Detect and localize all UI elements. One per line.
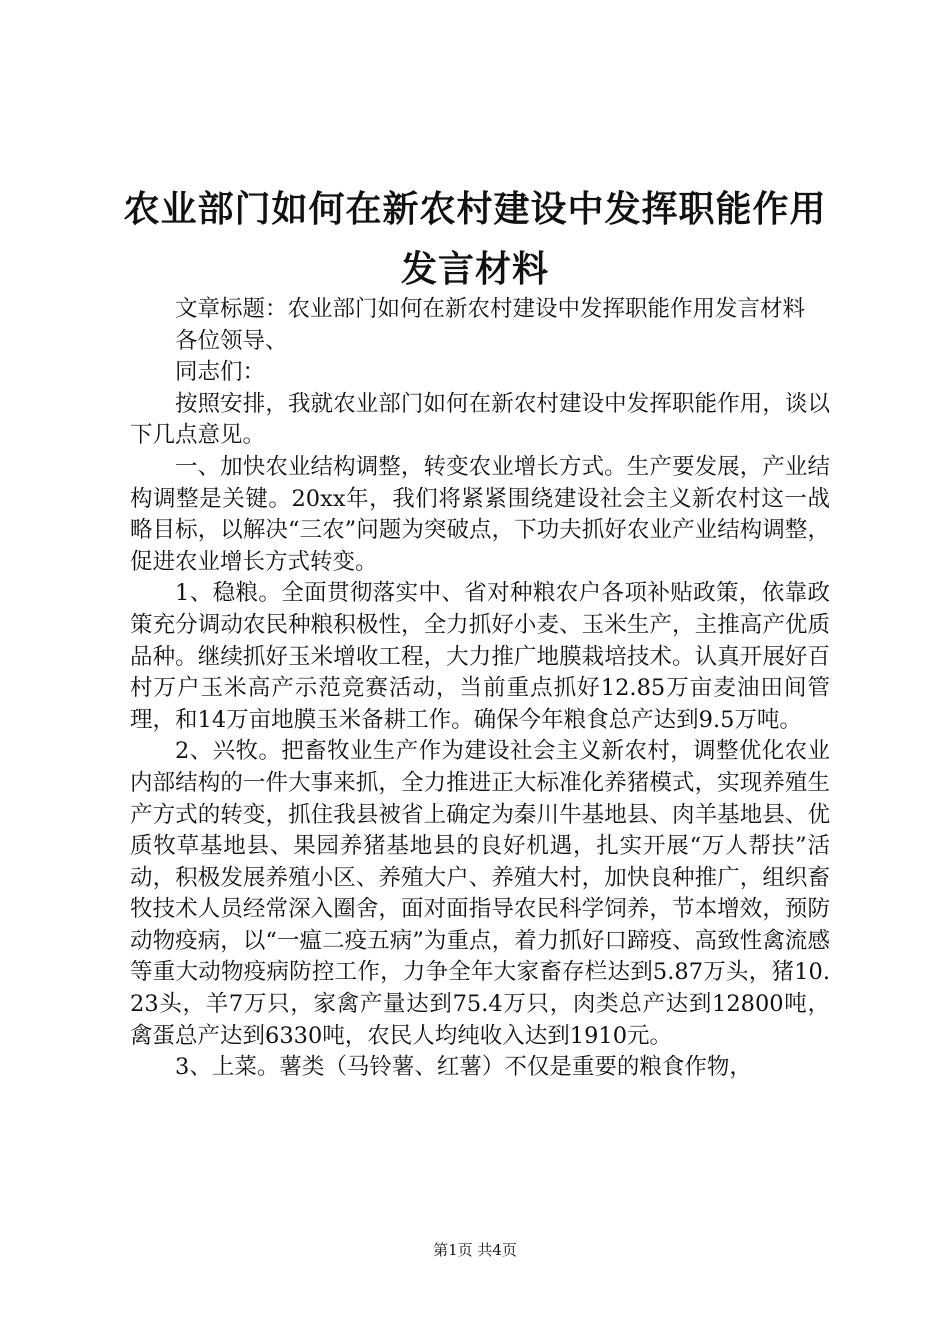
salutation-comrades: 同志们： — [175, 359, 266, 386]
section-one-paragraph: 一、加快农业结构调整，转变农业增长方式。生产要发展，产业结构调整是关键。20xx年，我们将紧紧围绕建设社会主义新农村这一战略目标，以解决“三农”问题为突破点，下功夫抓好农业产业结构调整，促进农业增长方式转变。 — [130, 453, 830, 575]
article-title-line: 文章标题：农业部门如何在新农村建设中发挥职能作用发言材料 — [175, 296, 806, 322]
page-number: 第1页 共4页 — [433, 1241, 517, 1259]
vegetable-paragraph: 3、上菜。薯类（马铃薯、红薯）不仅是重要的粮食作物， — [175, 1054, 752, 1081]
salutation-leaders: 各位领导、 — [175, 327, 288, 354]
document-body — [130, 294, 830, 1084]
intro-paragraph: 按照安排，我就农业部门如何在新农村建设中发挥职能作用，谈以下几点意见。 — [130, 390, 830, 449]
livestock-paragraph: 2、兴牧。把畜牧业生产作为建设社会主义新农村，调整优化农业内部结构的一件大事来抓，全力推进正大标准化养猪模式，实现养殖生产方式的转变，抓住我县被省上确定为秦川牛基地县、肉羊基地县、优质牧草基地县、果园养猪基地县的良好机遇，扎实开展“万人帮扶”活动，积极发展养殖小区、养殖大户、养殖大村，加快良种推广，组织畜牧技术人员经常深入圈舍，面对面指导农民科学饲养，节本增效，预防动物疫病，以“一瘟二疫五病”为重点，着力抓好口蹄疫、高致性禽流感等重大动物疫病防控工作，力争全年大家畜存栏达到5.87万头，猪10.23头，羊7万只，家禽产量达到75.4万只，肉类总产达到12800吨，禽蛋总产达到6330吨，农民人均纯收入达到1910元。 — [130, 738, 830, 1049]
grain-paragraph: 1、稳粮。全面贯彻落实中、省对种粮农户各项补贴政策，依靠政策充分调动农民种粮积极性，全力抓好小麦、玉米生产，主推高产优质品种。继续抓好玉米增收工程，大力推广地膜栽培技术。认真开展好百村万户玉米高产示范竞赛活动，当前重点抓好12.85万亩麦油田间管理，和14万亩地膜玉米备耕工作。确保今年粮食总产达到9.5万吨。 — [130, 580, 830, 733]
document-title: 农业部门如何在新农村建设中发挥职能作用发言材料 — [123, 189, 827, 290]
